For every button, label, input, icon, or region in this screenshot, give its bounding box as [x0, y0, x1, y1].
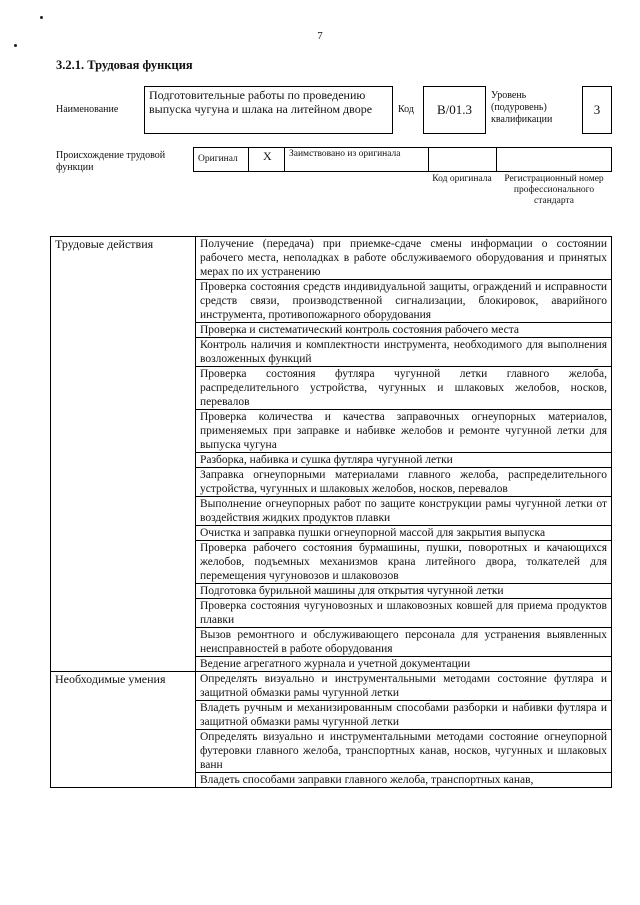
borrowed-label: Заимствовано из оригинала — [285, 148, 429, 171]
page-number: 7 — [317, 30, 323, 42]
category-cell: Трудовые действия — [51, 237, 196, 672]
item-cell: Владеть ручным и механизированным способами разборки и набивки футляра и защитной обмазки рамы чугунной летки — [196, 701, 612, 730]
table-row — [51, 237, 612, 280]
item-cell: Владеть способами заправки главного желоба, транспортных канав, — [196, 773, 612, 788]
labor-functions-table — [50, 236, 612, 788]
original-mark: X — [249, 148, 285, 171]
qualification-level-value: 3 — [582, 86, 612, 134]
code-label: Код — [398, 104, 414, 115]
item-cell: Определять визуально и инструментальными методами состояние футляра и защитной обмазки рамы чугунной летки — [196, 672, 612, 701]
function-name-value: Подготовительные работы по проведению выпуска чугуна и шлака на литейном дворе — [144, 86, 393, 134]
category-cell: Необходимые умения — [51, 672, 196, 788]
function-code-value: B/01.3 — [423, 86, 486, 134]
item-cell: Проверка состояния футляра чугунной летки главного желоба, распределительного устройства, чугунных и шлаковых желобов, носков, перевалов — [196, 367, 612, 410]
section-title: 3.2.1. Трудовая функция — [56, 58, 193, 72]
original-code-caption: Код оригинала — [432, 174, 492, 184]
origin-table — [193, 147, 612, 172]
item-cell: Проверка и систематический контроль состояния рабочего места — [196, 323, 612, 338]
item-cell: Проверка количества и качества заправочных огнеупорных материалов, применяемых при заправке и набивке желобов и ремонте чугунной летки для выпуска чугуна — [196, 410, 612, 453]
item-cell: Получение (передача) при приемке-сдаче смены информации о состоянии рабочего места, неполадках в работе обслуживаемого оборудования и принятых мерах по их устранению — [196, 237, 612, 280]
item-cell: Выполнение огнеупорных работ по защите конструкции рамы чугунной летки от воздействия жидких продуктов плавки — [196, 497, 612, 526]
scan-dot — [40, 16, 43, 19]
original-label: Оригинал — [194, 148, 249, 171]
item-cell: Разборка, набивка и сушка футляра чугунной летки — [196, 453, 612, 468]
item-cell: Проверка состояния чугуновозных и шлаковозных ковшей для приема продуктов плавки — [196, 599, 612, 628]
item-cell: Контроль наличия и комплектности инструмента, необходимого для выполнения возложенных функций — [196, 338, 612, 367]
item-cell: Проверка состояния средств индивидуальной защиты, ограждений и исправности средств связи, производственной сигнализации, блокировок, аварийного инструмента, противопожарного оборудования — [196, 280, 612, 323]
item-cell: Вызов ремонтного и обслуживающего персонала для устранения выявленных неисправностей в работе оборудования — [196, 628, 612, 657]
item-cell: Заправка огнеупорными материалами главного желоба, распределительного устройства, чугунных и шлаковых желобов, носков, перевалов — [196, 468, 612, 497]
registration-number-caption: Регистрационный номер профессионального стандарта — [504, 174, 604, 206]
qualification-level-label: Уровень (подуровень) квалификации — [491, 90, 553, 125]
item-cell: Подготовка бурильной машины для открытия чугунной летки — [196, 584, 612, 599]
item-cell: Очистка и заправка пушки огнеупорной массой для закрытия выпуска — [196, 526, 612, 541]
origin-label: Происхождение трудовой функции — [56, 150, 166, 173]
scan-dot — [14, 44, 17, 47]
original-code-cell — [429, 148, 497, 171]
table-row — [51, 672, 612, 701]
name-label: Наименование — [56, 104, 119, 115]
item-cell: Определять визуально и инструментальными методами состояние огнеупорной футеровки главного желоба, транспортных канав, носков, чугунных и шлаковых ванн — [196, 730, 612, 773]
item-cell: Проверка рабочего состояния бурмашины, пушки, поворотных и качающихся желобов, подъемных механизмов крана литейного двора, толкателей для перемещения чугуновозов и шлаковозов — [196, 541, 612, 584]
item-cell: Ведение агрегатного журнала и учетной документации — [196, 657, 612, 672]
registration-number-cell — [497, 148, 611, 171]
